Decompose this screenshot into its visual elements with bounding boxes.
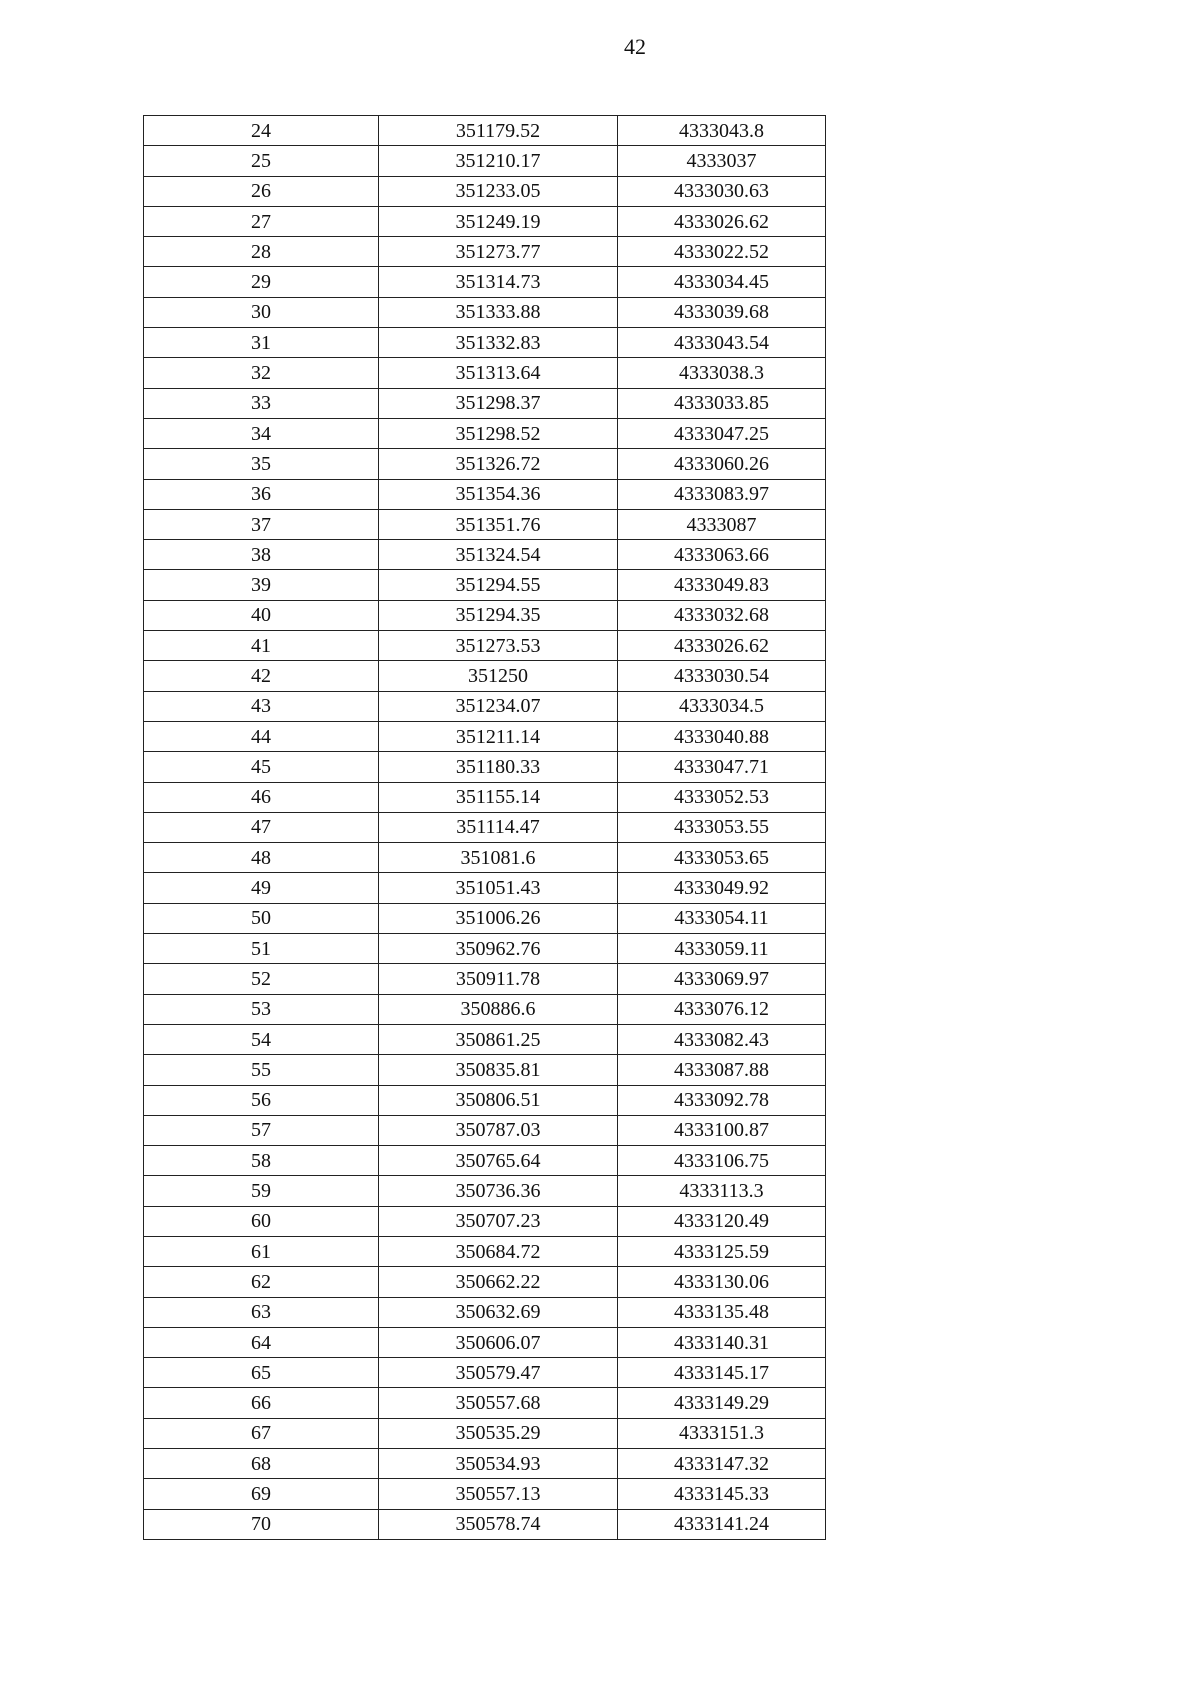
table-row <box>144 146 826 176</box>
table-row <box>144 994 826 1024</box>
y-coordinate-cell: 4333092.78 <box>618 1085 826 1115</box>
y-coordinate-cell: 4333151.3 <box>618 1418 826 1448</box>
table-row <box>144 1085 826 1115</box>
point-number-cell: 41 <box>144 631 379 661</box>
y-coordinate-cell: 4333026.62 <box>618 206 826 236</box>
table-row <box>144 934 826 964</box>
x-coordinate-cell: 350806.51 <box>379 1085 618 1115</box>
point-number-cell: 49 <box>144 873 379 903</box>
table-row <box>144 237 826 267</box>
y-coordinate-cell: 4333054.11 <box>618 903 826 933</box>
table-row <box>144 509 826 539</box>
point-number-cell: 44 <box>144 721 379 751</box>
point-number-cell: 57 <box>144 1115 379 1145</box>
y-coordinate-cell: 4333083.97 <box>618 479 826 509</box>
x-coordinate-cell: 351294.35 <box>379 600 618 630</box>
point-number-cell: 25 <box>144 146 379 176</box>
x-coordinate-cell: 351273.77 <box>379 237 618 267</box>
table-row <box>144 873 826 903</box>
point-number-cell: 50 <box>144 903 379 933</box>
y-coordinate-cell: 4333040.88 <box>618 721 826 751</box>
table-row <box>144 1509 826 1539</box>
point-number-cell: 59 <box>144 1176 379 1206</box>
x-coordinate-cell: 350835.81 <box>379 1055 618 1085</box>
y-coordinate-cell: 4333049.92 <box>618 873 826 903</box>
table-row <box>144 631 826 661</box>
point-number-cell: 38 <box>144 540 379 570</box>
y-coordinate-cell: 4333076.12 <box>618 994 826 1024</box>
y-coordinate-cell: 4333120.49 <box>618 1206 826 1236</box>
y-coordinate-cell: 4333147.32 <box>618 1449 826 1479</box>
y-coordinate-cell: 4333049.83 <box>618 570 826 600</box>
table-row <box>144 1418 826 1448</box>
table-row <box>144 570 826 600</box>
table-row <box>144 358 826 388</box>
x-coordinate-cell: 351326.72 <box>379 449 618 479</box>
table-row <box>144 297 826 327</box>
point-number-cell: 36 <box>144 479 379 509</box>
x-coordinate-cell: 350662.22 <box>379 1267 618 1297</box>
table-row <box>144 843 826 873</box>
table-row <box>144 267 826 297</box>
x-coordinate-cell: 351180.33 <box>379 752 618 782</box>
y-coordinate-cell: 4333034.45 <box>618 267 826 297</box>
table-row <box>144 1115 826 1145</box>
y-coordinate-cell: 4333135.48 <box>618 1297 826 1327</box>
point-number-cell: 26 <box>144 176 379 206</box>
point-number-cell: 45 <box>144 752 379 782</box>
point-number-cell: 43 <box>144 691 379 721</box>
x-coordinate-cell: 351273.53 <box>379 631 618 661</box>
table-row <box>144 782 826 812</box>
table-row <box>144 1449 826 1479</box>
y-coordinate-cell: 4333140.31 <box>618 1327 826 1357</box>
point-number-cell: 30 <box>144 297 379 327</box>
point-number-cell: 29 <box>144 267 379 297</box>
table-row <box>144 721 826 751</box>
x-coordinate-cell: 351250 <box>379 661 618 691</box>
table-row <box>144 449 826 479</box>
point-number-cell: 67 <box>144 1418 379 1448</box>
point-number-cell: 24 <box>144 116 379 146</box>
point-number-cell: 37 <box>144 509 379 539</box>
x-coordinate-cell: 351333.88 <box>379 297 618 327</box>
y-coordinate-cell: 4333030.54 <box>618 661 826 691</box>
x-coordinate-cell: 351179.52 <box>379 116 618 146</box>
y-coordinate-cell: 4333030.63 <box>618 176 826 206</box>
x-coordinate-cell: 350765.64 <box>379 1146 618 1176</box>
point-number-cell: 64 <box>144 1327 379 1357</box>
table-row <box>144 691 826 721</box>
x-coordinate-cell: 351332.83 <box>379 328 618 358</box>
table-row <box>144 964 826 994</box>
y-coordinate-cell: 4333125.59 <box>618 1236 826 1266</box>
point-number-cell: 39 <box>144 570 379 600</box>
x-coordinate-cell: 350962.76 <box>379 934 618 964</box>
x-coordinate-cell: 350911.78 <box>379 964 618 994</box>
x-coordinate-cell: 350579.47 <box>379 1358 618 1388</box>
y-coordinate-cell: 4333145.33 <box>618 1479 826 1509</box>
point-number-cell: 68 <box>144 1449 379 1479</box>
point-number-cell: 62 <box>144 1267 379 1297</box>
coordinates-table <box>143 115 826 1540</box>
x-coordinate-cell: 351211.14 <box>379 721 618 751</box>
table-row <box>144 418 826 448</box>
y-coordinate-cell: 4333026.62 <box>618 631 826 661</box>
x-coordinate-cell: 351351.76 <box>379 509 618 539</box>
table-row <box>144 176 826 206</box>
x-coordinate-cell: 350534.93 <box>379 1449 618 1479</box>
table-row <box>144 1479 826 1509</box>
table-row <box>144 812 826 842</box>
x-coordinate-cell: 351298.52 <box>379 418 618 448</box>
x-coordinate-cell: 351354.36 <box>379 479 618 509</box>
y-coordinate-cell: 4333113.3 <box>618 1176 826 1206</box>
point-number-cell: 40 <box>144 600 379 630</box>
point-number-cell: 31 <box>144 328 379 358</box>
y-coordinate-cell: 4333063.66 <box>618 540 826 570</box>
table-row <box>144 1206 826 1236</box>
x-coordinate-cell: 351324.54 <box>379 540 618 570</box>
point-number-cell: 33 <box>144 388 379 418</box>
y-coordinate-cell: 4333037 <box>618 146 826 176</box>
table-row <box>144 1358 826 1388</box>
table-row <box>144 903 826 933</box>
x-coordinate-cell: 351081.6 <box>379 843 618 873</box>
table-row <box>144 328 826 358</box>
x-coordinate-cell: 351233.05 <box>379 176 618 206</box>
point-number-cell: 52 <box>144 964 379 994</box>
point-number-cell: 35 <box>144 449 379 479</box>
point-number-cell: 47 <box>144 812 379 842</box>
point-number-cell: 32 <box>144 358 379 388</box>
y-coordinate-cell: 4333039.68 <box>618 297 826 327</box>
table-row <box>144 1327 826 1357</box>
point-number-cell: 42 <box>144 661 379 691</box>
x-coordinate-cell: 350632.69 <box>379 1297 618 1327</box>
point-number-cell: 63 <box>144 1297 379 1327</box>
x-coordinate-cell: 351210.17 <box>379 146 618 176</box>
x-coordinate-cell: 351234.07 <box>379 691 618 721</box>
y-coordinate-cell: 4333043.54 <box>618 328 826 358</box>
y-coordinate-cell: 4333047.71 <box>618 752 826 782</box>
y-coordinate-cell: 4333053.65 <box>618 843 826 873</box>
table-row <box>144 752 826 782</box>
y-coordinate-cell: 4333087.88 <box>618 1055 826 1085</box>
y-coordinate-cell: 4333087 <box>618 509 826 539</box>
x-coordinate-cell: 351298.37 <box>379 388 618 418</box>
coordinates-table-body <box>144 116 826 1540</box>
point-number-cell: 60 <box>144 1206 379 1236</box>
point-number-cell: 34 <box>144 418 379 448</box>
point-number-cell: 53 <box>144 994 379 1024</box>
y-coordinate-cell: 4333052.53 <box>618 782 826 812</box>
table-row <box>144 116 826 146</box>
point-number-cell: 28 <box>144 237 379 267</box>
table-row <box>144 1176 826 1206</box>
x-coordinate-cell: 350787.03 <box>379 1115 618 1145</box>
x-coordinate-cell: 350707.23 <box>379 1206 618 1236</box>
x-coordinate-cell: 350606.07 <box>379 1327 618 1357</box>
x-coordinate-cell: 351249.19 <box>379 206 618 236</box>
table-row <box>144 1024 826 1054</box>
table-row <box>144 479 826 509</box>
y-coordinate-cell: 4333082.43 <box>618 1024 826 1054</box>
y-coordinate-cell: 4333033.85 <box>618 388 826 418</box>
y-coordinate-cell: 4333032.68 <box>618 600 826 630</box>
point-number-cell: 56 <box>144 1085 379 1115</box>
page-number: 42 <box>624 34 646 59</box>
table-row <box>144 1236 826 1266</box>
table-row <box>144 388 826 418</box>
table-row <box>144 1388 826 1418</box>
point-number-cell: 61 <box>144 1236 379 1266</box>
x-coordinate-cell: 351313.64 <box>379 358 618 388</box>
x-coordinate-cell: 351294.55 <box>379 570 618 600</box>
point-number-cell: 48 <box>144 843 379 873</box>
table-row <box>144 1297 826 1327</box>
table-row <box>144 661 826 691</box>
point-number-cell: 66 <box>144 1388 379 1418</box>
y-coordinate-cell: 4333047.25 <box>618 418 826 448</box>
y-coordinate-cell: 4333060.26 <box>618 449 826 479</box>
x-coordinate-cell: 351114.47 <box>379 812 618 842</box>
point-number-cell: 58 <box>144 1146 379 1176</box>
y-coordinate-cell: 4333100.87 <box>618 1115 826 1145</box>
x-coordinate-cell: 350535.29 <box>379 1418 618 1448</box>
table-row <box>144 1267 826 1297</box>
y-coordinate-cell: 4333141.24 <box>618 1509 826 1539</box>
y-coordinate-cell: 4333149.29 <box>618 1388 826 1418</box>
point-number-cell: 70 <box>144 1509 379 1539</box>
x-coordinate-cell: 350886.6 <box>379 994 618 1024</box>
y-coordinate-cell: 4333034.5 <box>618 691 826 721</box>
point-number-cell: 69 <box>144 1479 379 1509</box>
x-coordinate-cell: 351155.14 <box>379 782 618 812</box>
x-coordinate-cell: 350861.25 <box>379 1024 618 1054</box>
table-row <box>144 540 826 570</box>
x-coordinate-cell: 350684.72 <box>379 1236 618 1266</box>
table-row <box>144 1146 826 1176</box>
point-number-cell: 46 <box>144 782 379 812</box>
x-coordinate-cell: 350557.13 <box>379 1479 618 1509</box>
table-row <box>144 1055 826 1085</box>
x-coordinate-cell: 351051.43 <box>379 873 618 903</box>
x-coordinate-cell: 350557.68 <box>379 1388 618 1418</box>
y-coordinate-cell: 4333038.3 <box>618 358 826 388</box>
y-coordinate-cell: 4333130.06 <box>618 1267 826 1297</box>
y-coordinate-cell: 4333069.97 <box>618 964 826 994</box>
point-number-cell: 27 <box>144 206 379 236</box>
table-row <box>144 600 826 630</box>
point-number-cell: 51 <box>144 934 379 964</box>
y-coordinate-cell: 4333043.8 <box>618 116 826 146</box>
x-coordinate-cell: 350578.74 <box>379 1509 618 1539</box>
point-number-cell: 54 <box>144 1024 379 1054</box>
x-coordinate-cell: 351314.73 <box>379 267 618 297</box>
y-coordinate-cell: 4333145.17 <box>618 1358 826 1388</box>
x-coordinate-cell: 350736.36 <box>379 1176 618 1206</box>
y-coordinate-cell: 4333053.55 <box>618 812 826 842</box>
point-number-cell: 65 <box>144 1358 379 1388</box>
point-number-cell: 55 <box>144 1055 379 1085</box>
y-coordinate-cell: 4333022.52 <box>618 237 826 267</box>
x-coordinate-cell: 351006.26 <box>379 903 618 933</box>
y-coordinate-cell: 4333059.11 <box>618 934 826 964</box>
y-coordinate-cell: 4333106.75 <box>618 1146 826 1176</box>
table-row <box>144 206 826 236</box>
